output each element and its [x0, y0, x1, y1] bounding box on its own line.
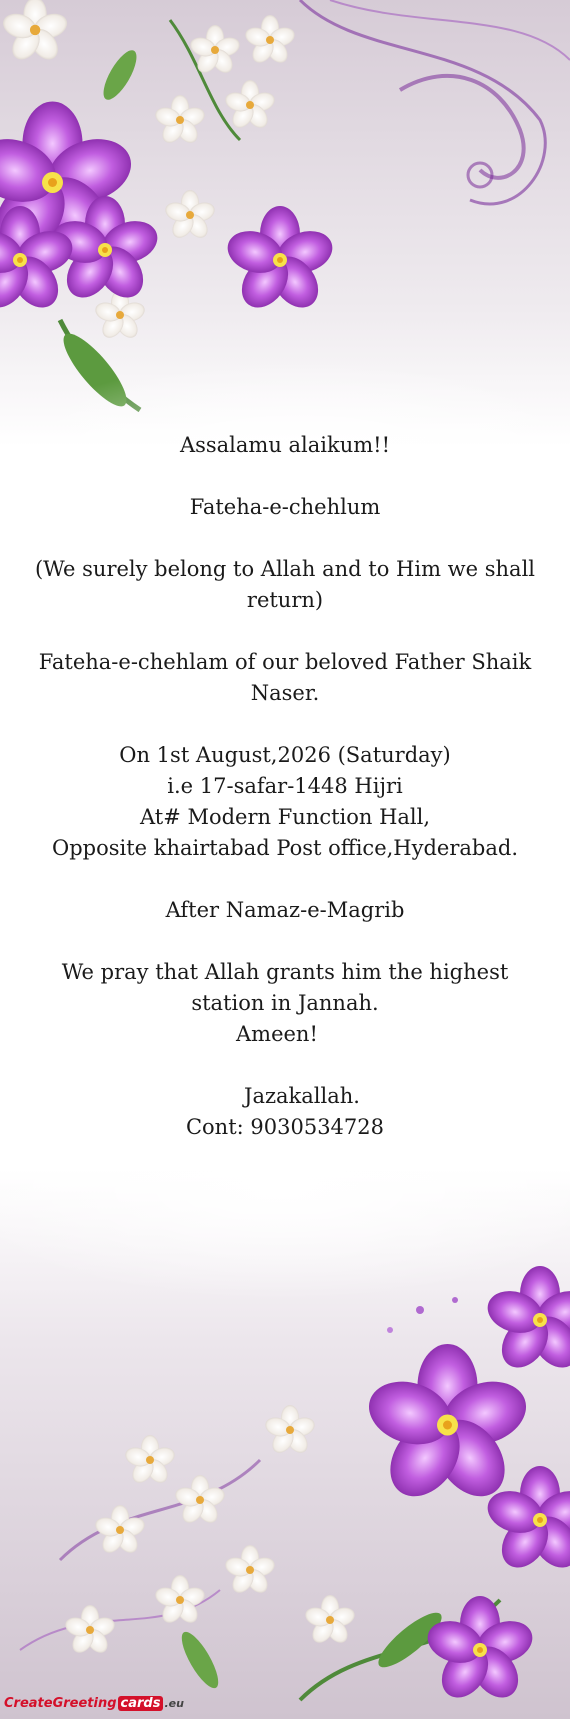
contact-line: Cont: 9030534728 [185, 1115, 385, 1139]
bottom-floral-cluster [0, 1080, 570, 1706]
address-line: Opposite khairtabad Post office,Hyderabad. [52, 836, 518, 860]
venue-line: At# Modern Function Hall, [139, 805, 431, 829]
logo-text-part3: .eu [164, 1696, 184, 1710]
hijri-date-line: i.e 17-safar-1448 Hijri [167, 774, 403, 798]
time-line: After Namaz-e-Magrib [165, 898, 405, 922]
logo-text-part1: CreateGreeting [4, 1695, 117, 1711]
thanks-line: Jazakallah. [244, 1084, 360, 1108]
announcement-line: Fateha-e-chehlam of our beloved Father Shaik Naser. [38, 650, 538, 705]
greeting-line: Assalamu alaikum!! [179, 433, 391, 457]
message-body [0, 430, 570, 1143]
prayer-line: We pray that Allah grants him the highest station in Jannah. [61, 960, 515, 1015]
logo-text-part2: cards [118, 1696, 164, 1711]
date-line: On 1st August,2026 (Saturday) [119, 743, 451, 767]
occasion-title: Fateha-e-chehlum [189, 495, 381, 519]
createGreetingcards-logo [4, 1692, 184, 1714]
verse-line: (We surely belong to Allah and to Him we shall return) [34, 557, 542, 612]
ameen-line: Ameen! [236, 1022, 318, 1046]
